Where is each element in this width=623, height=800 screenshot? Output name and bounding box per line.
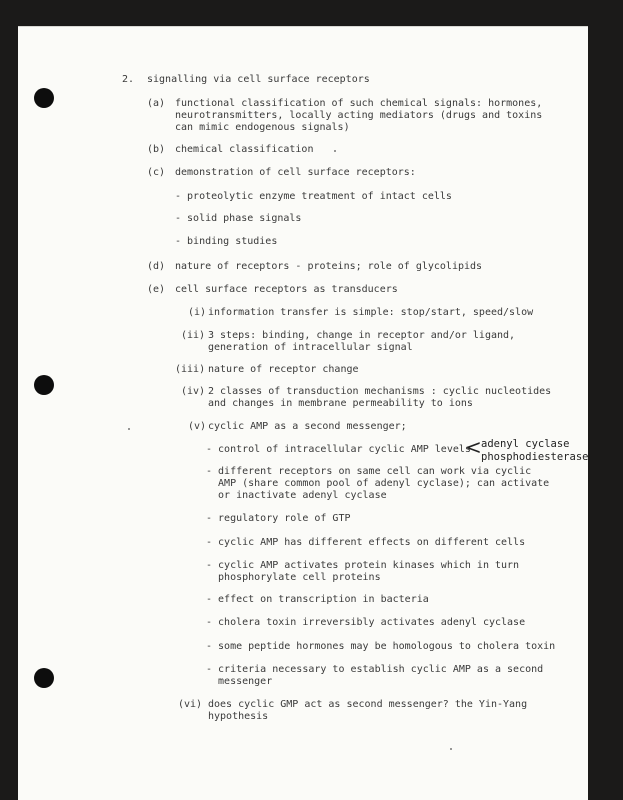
item-d-text: nature of receptors - proteins; role of glycolipids xyxy=(175,261,483,272)
camp-point-2-line-2: AMP (share common pool of adenyl cyclase); can activate xyxy=(206,478,550,489)
subitem-label-iv: (iv) xyxy=(181,386,206,397)
camp-point-2-line-1: - different receptors on same cell can work via cyclic xyxy=(206,466,532,477)
paper-speck xyxy=(450,748,452,750)
document-page xyxy=(18,26,588,800)
camp-point-9-line-2: messenger xyxy=(206,676,273,687)
subitem-label-iii: (iii) xyxy=(175,364,206,375)
subitem-vi-line-1: does cyclic GMP act as second messenger? the Yin-Yang xyxy=(208,699,528,710)
camp-point-5-line-1: - cyclic AMP activates protein kinases which in turn xyxy=(206,560,520,571)
item-c-text: demonstration of cell surface receptors: xyxy=(175,167,416,178)
item-c-bullet-3: - binding studies xyxy=(175,236,278,247)
item-b-text: chemical classification xyxy=(175,144,314,155)
camp-point-4: - cyclic AMP has different effects on different cells xyxy=(206,537,526,548)
subitem-iv-line-2: and changes in membrane permeability to ions xyxy=(208,398,473,409)
camp-point-5-line-2: phosphorylate cell proteins xyxy=(206,572,381,583)
subitem-label-vi: (vi) xyxy=(178,699,203,710)
camp-point-7: - cholera toxin irreversibly activates adenyl cyclase xyxy=(206,617,526,628)
subitem-v-line-1: cyclic AMP as a second messenger; xyxy=(208,421,407,432)
subitem-label-i: (i) xyxy=(188,307,207,318)
item-a-line-3: can mimic endogenous signals) xyxy=(175,122,350,133)
subitem-vi-line-2: hypothesis xyxy=(208,711,269,722)
item-label-a: (a) xyxy=(147,98,166,109)
item-c-bullet-1: - proteolytic enzyme treatment of intact cells xyxy=(175,191,452,202)
item-label-c: (c) xyxy=(147,167,166,178)
paper-speck xyxy=(128,428,130,430)
subitem-ii-line-1: 3 steps: binding, change in receptor and/or ligand, xyxy=(208,330,516,341)
item-label-e: (e) xyxy=(147,284,166,295)
item-a-line-1: functional classification of such chemical signals: hormones, xyxy=(175,98,543,109)
subitem-label-ii: (ii) xyxy=(181,330,206,341)
binder-hole-bottom xyxy=(34,668,54,688)
camp-point-8: - some peptide hormones may be homologous to cholera toxin xyxy=(206,641,556,652)
handwritten-enzyme-2: phosphodiesterase xyxy=(481,451,589,463)
camp-point-9-line-1: - criteria necessary to establish cyclic AMP as a second xyxy=(206,664,544,675)
item-label-d: (d) xyxy=(147,261,166,272)
binder-hole-middle xyxy=(34,375,54,395)
paper-speck xyxy=(334,150,336,152)
handwritten-enzyme-1: adenyl cyclase xyxy=(481,438,570,450)
subitem-iv-line-1: 2 classes of transduction mechanisms : cyclic nucleotides xyxy=(208,386,552,397)
subitem-i-line-1: information transfer is simple: stop/start, speed/slow xyxy=(208,307,534,318)
subitem-label-v: (v) xyxy=(188,421,207,432)
camp-point-1: - control of intracellular cyclic AMP levels xyxy=(206,444,471,455)
left-brace-mark: < xyxy=(465,435,482,459)
subitem-ii-line-2: generation of intracellular signal xyxy=(208,342,413,353)
section-number: 2. xyxy=(122,74,135,85)
subitem-iii-line-1: nature of receptor change xyxy=(208,364,359,375)
item-e-text: cell surface receptors as transducers xyxy=(175,284,398,295)
camp-point-3: - regulatory role of GTP xyxy=(206,513,351,524)
page-edge xyxy=(18,26,588,27)
camp-point-6: - effect on transcription in bacteria xyxy=(206,594,429,605)
item-a-line-2: neurotransmitters, locally acting mediators (drugs and toxins xyxy=(175,110,543,121)
section-title: signalling via cell surface receptors xyxy=(147,74,370,85)
camp-point-2-line-3: or inactivate adenyl cyclase xyxy=(206,490,387,501)
binder-hole-top xyxy=(34,88,54,108)
item-c-bullet-2: - solid phase signals xyxy=(175,213,302,224)
item-label-b: (b) xyxy=(147,144,166,155)
